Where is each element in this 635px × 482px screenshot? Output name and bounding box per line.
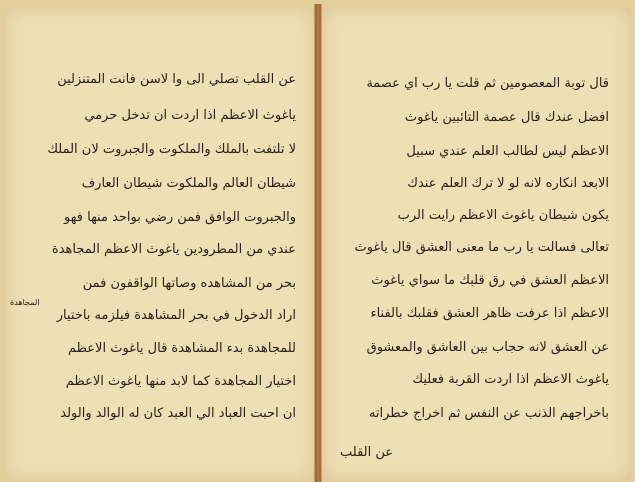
left-line-9: للمجاهدة بدء المشاهدة قال ياغوث الاعظم [67,341,296,356]
right-line-5: يكون شيطان ياغوث الاعظم رايت الرب [397,208,609,223]
left-line-1: عن القلب تصلي الى وا لاسن فانت المتنزلين [57,72,296,87]
right-line-4: الابعد انكاره لانه لو لا ترك العلم عندك [407,176,609,191]
binding-stripe [319,4,321,482]
right-line-6: تعالى فسالت يا رب ما معنى العشق قال ياغوث [354,240,609,255]
right-line-2: افضل عندك قال عصمة التائبين ياغوث [404,110,609,125]
right-line-11: باخراجهم الذنب عن النفس ثم اخراج خطراته [368,406,609,421]
left-line-10: اختيار المجاهدة كما لابد منها ياغوث الاعظم [65,374,296,389]
left-line-8: اراد الدخول في بحر المشاهدة فيلزمه باختيار [56,308,296,323]
left-page [4,8,314,480]
left-line-3: لا تلتفت بالملك والملكوت والجبروت لان الملك [47,142,296,157]
book-gutter [314,4,322,482]
left-line-4: شيطان العالم والملكوت شيطان العارف [81,176,296,191]
catchword: عن القلب [340,445,394,460]
left-line-2: ياغوث الاعظم اذا اردت ان تدخل حرمي [84,108,296,123]
right-line-9: عن العشق لانه حجاب بين العاشق والمعشوق [366,340,609,355]
left-line-6: عندي من المطرودين ياغوث الاعظم المجاهدة [51,242,296,257]
right-line-7: الاعظم العشق في رق قلبك ما سواي ياغوث [371,273,609,288]
right-line-3: الاعظم ليس لطالب العلم عندي سبيل [406,144,609,159]
binding-stripe [315,4,317,482]
left-line-5: والجبروت الوافق فمن رضي بواحد منها فهو [64,210,296,225]
left-line-11: ان احبت العباد الي العبد كان له الوالد والولد [60,406,296,421]
right-line-10: ياغوث الاعظم اذا اردت القربة فعليك [412,372,609,387]
right-line-1: قال توبة المعصومين ثم قلت يا رب اي عصمة [366,76,609,91]
right-line-8: الاعظم اذا عرفت ظاهر العشق فقلبك بالفناء [370,306,609,321]
right-page [322,8,631,480]
margin-note: المجاهدة [10,298,40,307]
left-line-7: بحر من المشاهده وصاتها الواقفون فمن [82,276,296,291]
